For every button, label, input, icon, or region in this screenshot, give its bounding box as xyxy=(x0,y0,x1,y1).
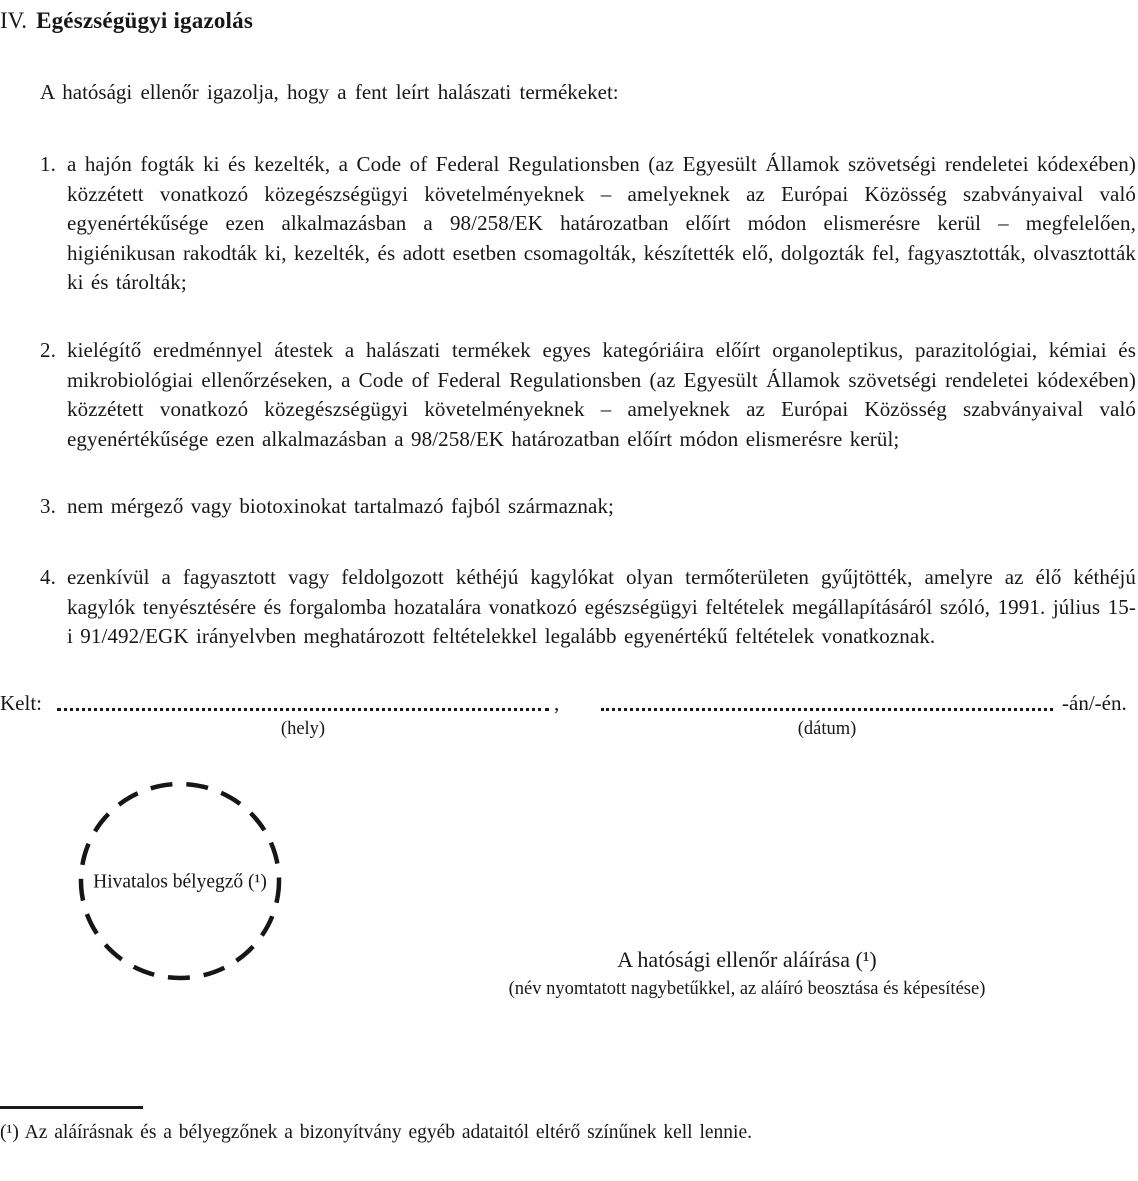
official-stamp-area xyxy=(78,780,282,982)
footnote: (¹) Az aláírásnak és a bélyegzőnek a bizonyítvány egyéb adataitól eltérő színűnek kell lennie. xyxy=(0,1122,752,1143)
signature-subtitle: (név nyomtatott nagybetűkkel, az aláíró beosztása és képesítése) xyxy=(508,979,986,999)
date-caption: (dátum) xyxy=(797,719,857,739)
date-suffix: -án/-én. xyxy=(1062,691,1127,715)
signature-title: A hatósági ellenőr aláírása (¹) xyxy=(617,947,877,972)
certification-item-4 xyxy=(40,563,1136,652)
item-number: 2. xyxy=(40,338,56,362)
item-text: nem mérgező vagy biotoxinokat tartalmazó fajból származnak; xyxy=(67,494,614,518)
item-number: 3. xyxy=(40,494,56,518)
dateline-comma: , xyxy=(554,691,560,715)
stamp-label: Hivatalos bélyegző (¹) xyxy=(93,871,267,893)
certification-item-1 xyxy=(40,150,1136,298)
item-number: 4. xyxy=(40,565,56,589)
certification-item-2 xyxy=(40,336,1136,454)
section-number: IV. xyxy=(0,8,28,33)
certification-item-3 xyxy=(40,492,1136,522)
intro-statement: A hatósági ellenőr igazolja, hogy a fent leírt halászati termékeket: xyxy=(40,80,619,104)
item-number: 1. xyxy=(40,152,56,176)
footnote-divider xyxy=(0,1106,143,1109)
item-text: ezenkívül a fagyasztott vagy feldolgozott kéthéjú kagylókat olyan termőterületen gyűjtötték, amelyre az élő kéthéjú kagylók tenyésztésére és forgalomba hozatalára vonatkozó egészségügyi feltételek megállapításáról szóló, 1991. július 15-i 91/492/EGK irányelvben meghatározott feltételekkel legalább egyenértékű feltételek vonatkoznak. xyxy=(67,565,1136,648)
place-field[interactable] xyxy=(57,689,549,711)
place-caption: (hely) xyxy=(280,719,326,739)
date-field[interactable] xyxy=(601,689,1053,711)
section-heading xyxy=(0,8,253,34)
section-title: Egészségügyi igazolás xyxy=(36,8,254,33)
item-text: a hajón fogták ki és kezelték, a Code of Federal Regulationsben (az Egyesült Államok szövetségi rendeletei kódexében) közzétett vonatkozó közegészségügyi követelményeknek – amelyeknek az Európai Közösség szabványaival való egyenértékűsége ezen alkalmazásban a 98/258/EK határozatban előírt módon elismerésre kerül – megfelelően, higiénikusan rakodták ki, kezelték, és adott esetben csomagolták, készítették elő, dolgozták fel, fagyasztották, olvasztották ki és tárolták; xyxy=(67,152,1136,294)
dateline-label: Kelt: xyxy=(0,691,42,715)
item-text: kielégítő eredménnyel átestek a halászati termékek egyes kategóriáira előírt organoleptikus, parazitológiai, kémiai és mikrobiológiai ellenőrzéseken, a Code of Federal Regulationsben (az Egyesült Államok szövetségi rendeletei kódexében) közzétett vonatkozó közegészségügyi követelményeknek – amelyeknek az Európai Közösség szabványaival való egyenértékűsége ezen alkalmazásban a 98/258/EK határozatban előírt módon elismerésre kerül; xyxy=(67,338,1136,451)
